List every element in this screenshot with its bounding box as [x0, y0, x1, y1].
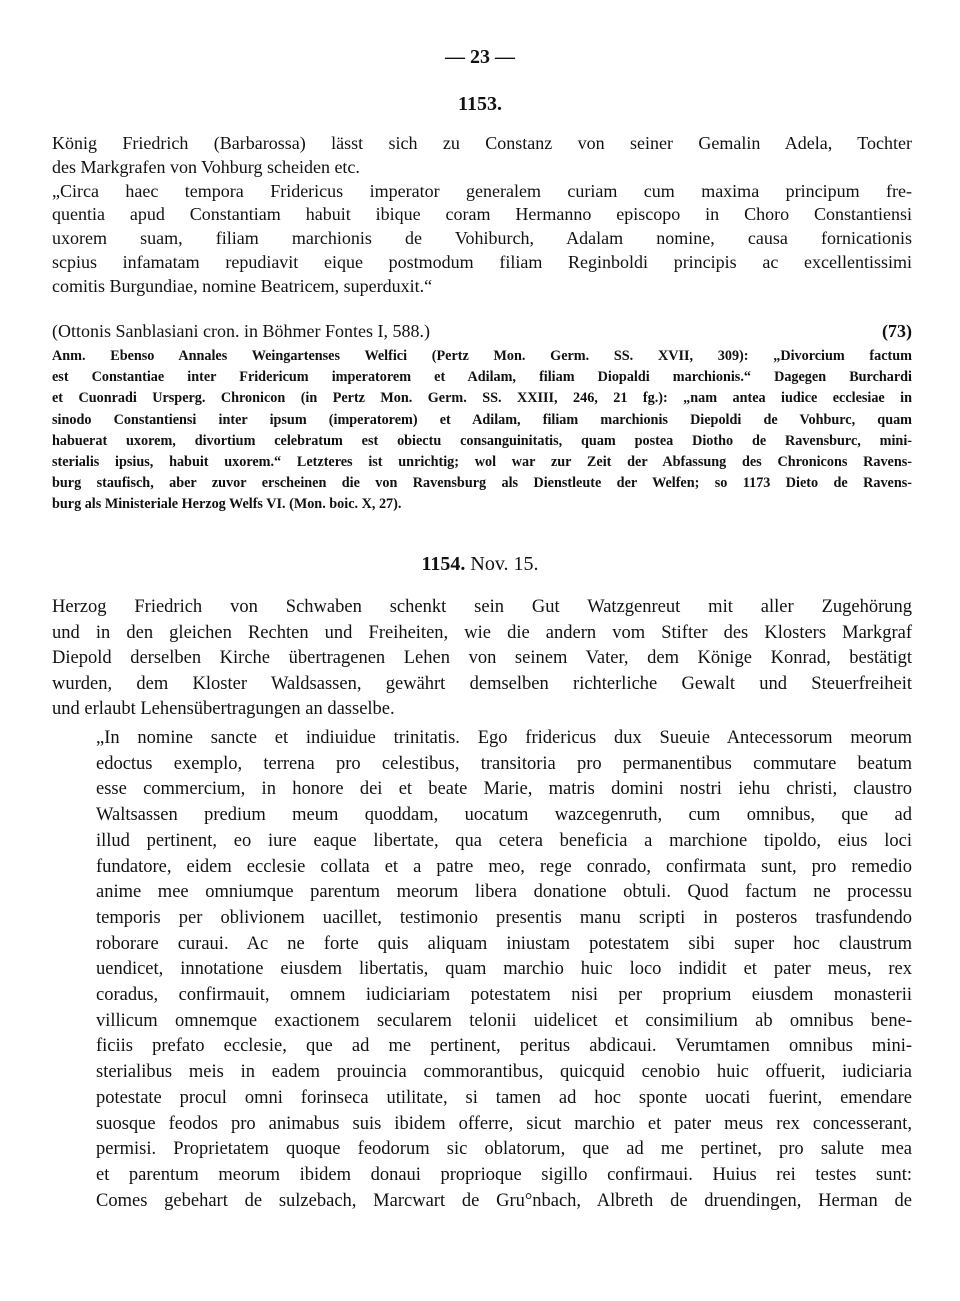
- entry-summary: [52, 595, 912, 723]
- entry-year: 1154.: [421, 553, 466, 575]
- charter-line: coradus, confirmauit, omnem iudiciariam potestatem nisi per proprium eiusdem monasterii: [96, 985, 912, 1006]
- charter-line: Comes gebehart de sulzebach, Marcwart de Gru°nbach, Albreth de druendingen, Herman de: [96, 1190, 912, 1211]
- charter-line: potestate procul omni forinseca utilitate, si tamen ad hoc sponte uocati fuerint, emendare: [96, 1087, 912, 1108]
- charter-line: sterialibus meis in eadem prouincia commorantibus, quicquid cenobio huic offuerit, iudiciaria: [96, 1062, 912, 1083]
- entry-date: Nov. 15.: [470, 553, 539, 575]
- text-line: „Circa haec tempora Fridericus imperator generalem curiam cum maxima principum fre-: [52, 180, 912, 201]
- note-line: burg staufisch, aber zuvor erscheinen die von Ravensburg als Dienstleute der Welfen; so 1173 Dieto de Ravens-: [52, 475, 912, 492]
- charter-line: Waltsassen predium meum quoddam, uocatum wazcegenruth, cum omnibus, que ad: [96, 805, 912, 826]
- charter-line: roborare curaui. Ac ne forte quis aliquam iniustam potestatem sibi super hoc claustrum: [96, 933, 912, 954]
- charter-line: et parentum meorum ibidem donaui proprioque sigillo confirmaui. Huius rei testes sunt:: [96, 1164, 912, 1185]
- text-line: König Friedrich (Barbarossa) lässt sich zu Constanz von seiner Gemalin Adela, Tochter: [52, 133, 912, 153]
- text-line: quentia apud Constantiam habuit ibique coram Hermanno episcopo in Choro Constantiensi: [52, 204, 912, 225]
- entry-date-heading: [0, 553, 960, 576]
- entry-year-heading: 1153.: [458, 93, 502, 115]
- text-line: und in den gleichen Rechten und Freiheiten, wie die andern vom Stifter des Klosters Markgraf: [52, 622, 912, 643]
- note-line: est Constantiae inter Fridericum imperatorem et Adilam, filiam Diopaldi marchionis.“ Dagegen Burchardi: [52, 369, 912, 386]
- note-line: Anm. Ebenso Annales Weingartenses Welfici (Pertz Mon. Germ. SS. XVII, 309): „Divorcium factum: [52, 348, 912, 364]
- charter-line: villicum omnemque exactionem secularem telonii uidelicet et consimilium ab omnibus bene-: [96, 1010, 912, 1031]
- charter-line: ficiis prefato ecclesie, que ad me pertinent, peritus abdicaui. Verumtamen omnibus mini-: [96, 1036, 912, 1057]
- text-line: Herzog Friedrich von Schwaben schenkt sein Gut Watzgenreut mit aller Zugehörung: [52, 597, 912, 617]
- text-line: comitis Burgundiae, nomine Beatricem, superduxit.“: [52, 275, 433, 296]
- charter-line: illud pertinent, eo iure eaque libertate, qua cetera beneficia a marchione tipoldo, eius loci: [96, 830, 912, 851]
- text-line: Diepold derselben Kirche übertragenen Lehen von seinem Vater, dem Könige Konrad, bestätigt: [52, 648, 912, 669]
- charter-line: esse commercium, in honore dei et beate Marie, matris domini nostri iehu christi, claustro: [96, 779, 912, 800]
- charter-line: temporis per oblivionem uacillet, testimonio presentis manu scripti in posteros trasfundendo: [96, 907, 912, 928]
- reference-number: (73): [882, 321, 912, 341]
- source-citation: (Ottonis Sanblasiani cron. in Böhmer Fontes I, 588.): [52, 321, 430, 341]
- page-number: — 23 —: [445, 46, 515, 68]
- note-line: sinodo Constantiensi inter ipsum (imperatorem) et Adilam, filiam marchionis Diepoldi de Vohburc, quam: [52, 411, 912, 428]
- source-citation-row: [52, 321, 912, 342]
- charter-line: fundatore, eidem ecclesie collata et a patre meo, rege conrado, confirmata sunt, pro remedio: [96, 856, 912, 877]
- text-line: uxorem suam, filiam marchionis de Vohiburch, Adalam nomine, causa fornicationis: [52, 228, 912, 249]
- text-line: wurden, dem Kloster Waldsassen, gewährt demselben richterliche Gewalt und Steuerfreiheit: [52, 673, 912, 694]
- text-line: scpius infamatam repudiavit eique postmodum filiam Reginboldi principis ac excellentissimi: [52, 251, 912, 272]
- charter-line: permisi. Proprietatem quoque feodorum sic oblatorum, que ad me pertinet, pro salute mea: [96, 1139, 912, 1160]
- footnote-remark: [52, 346, 912, 516]
- text-line: des Markgrafen von Vohburg scheiden etc.: [52, 156, 360, 177]
- charter-text: [96, 726, 912, 1214]
- charter-line: suosque feodos pro animabus suis ibidem offerre, sicut marchio et pater meus rex concesserant,: [96, 1113, 912, 1134]
- charter-line: uendicet, innotatione eiusdem libertatis, quam marchio huic loco indidit et pater meus, rex: [96, 959, 912, 980]
- note-line: burg als Ministeriale Herzog Welfs VI. (Mon. boic. X, 27).: [52, 496, 402, 513]
- entry-summary: [52, 132, 912, 299]
- charter-line: „In nomine sancte et indiuidue trinitatis. Ego fridericus dux Sueuie Antecessorum meorum: [96, 728, 912, 748]
- charter-line: anime mee omniumque parentum meorum libera donatione obtuli. Quod factum ne processu: [96, 882, 912, 903]
- charter-line: edoctus exemplo, terrena pro celestibus, transitoria pro permanentibus commutare beatum: [96, 753, 912, 774]
- note-line: et Cuonradi Ursperg. Chronicon (in Pertz Mon. Germ. SS. XXIII, 246, 21 fg.): „nam antea iudice ecclesiae in: [52, 390, 912, 407]
- text-line: und erlaubt Lehensübertragungen an dasselbe.: [52, 699, 395, 720]
- note-line: habuerat uxorem, divortium celebratum est obiectu consanguinitatis, quam postea Diotho de Ravensburc, mini-: [52, 432, 912, 449]
- note-line: sterialis ipsius, habuit uxorem.“ Letzteres ist unrichtig; wol war zur Zeit der Abfassung des Chronicons Ravens-: [52, 454, 912, 471]
